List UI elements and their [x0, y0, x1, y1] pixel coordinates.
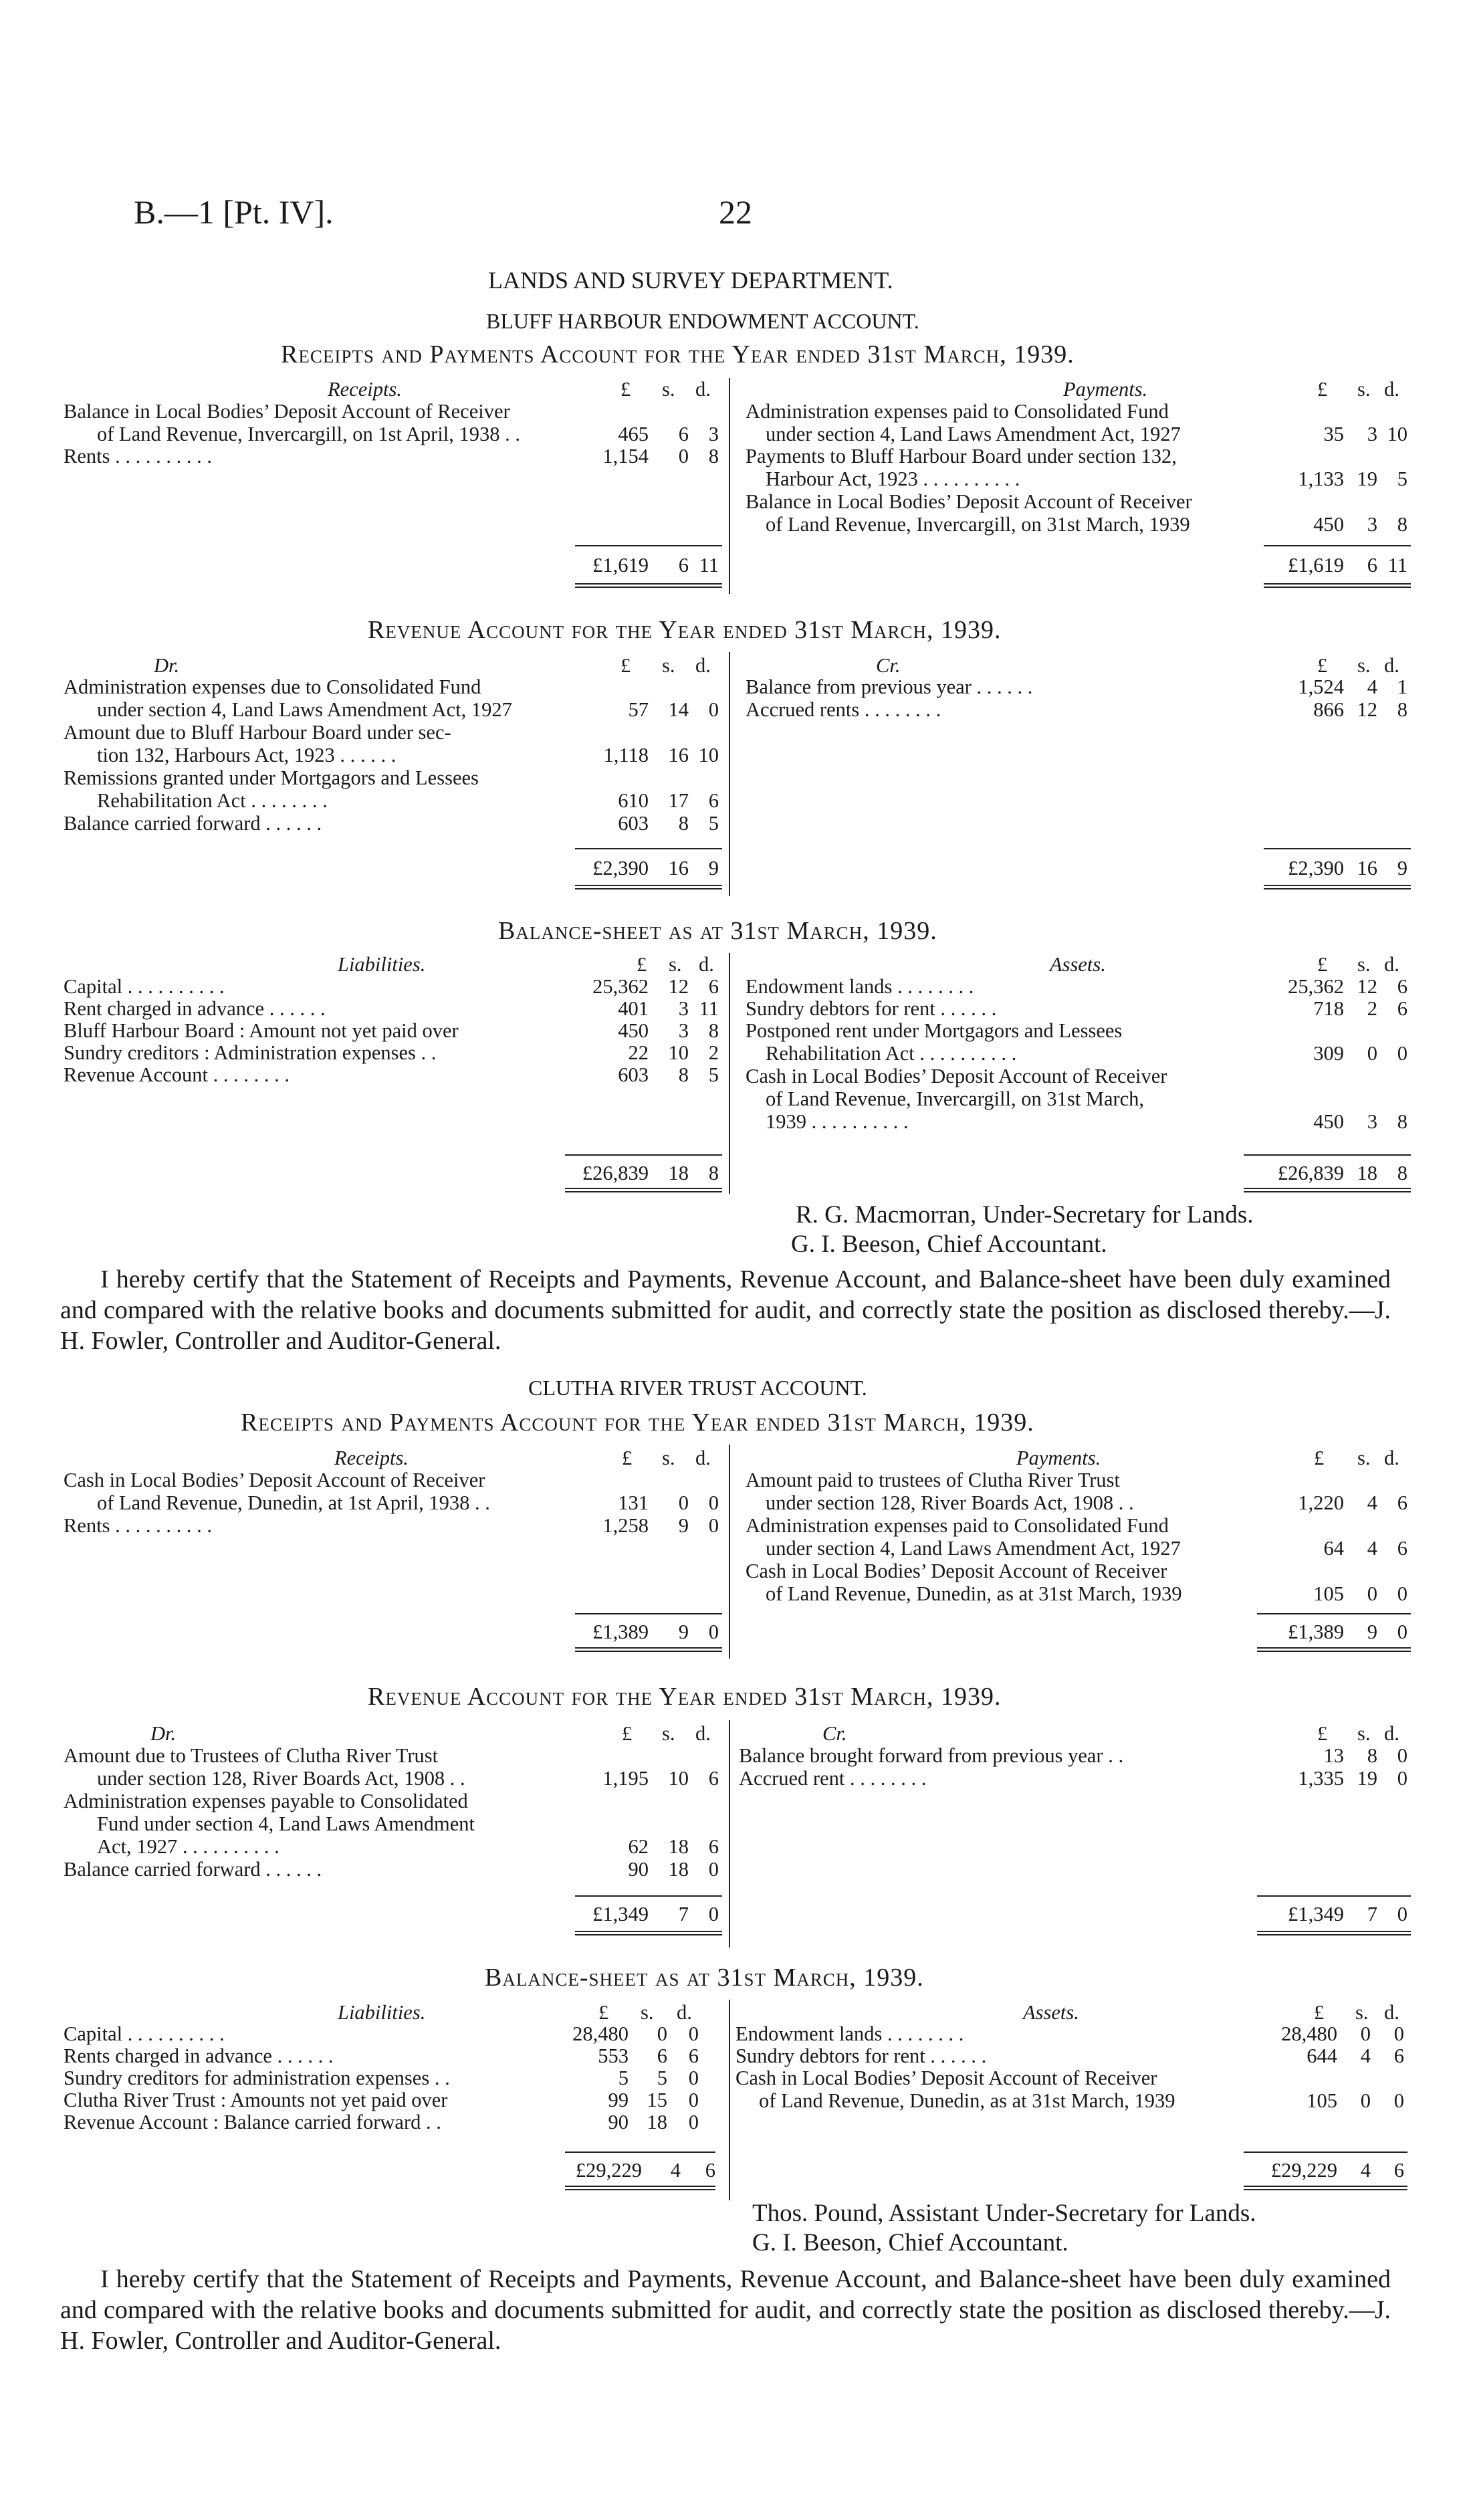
amount: 866 — [1313, 698, 1344, 721]
amount: 2 — [708, 1041, 719, 1064]
currency-pounds: £ — [1317, 654, 1328, 677]
total: £2,390 — [592, 857, 649, 879]
amount: 10 — [668, 1041, 689, 1064]
amount: 28,480 — [572, 2022, 629, 2045]
amount: 12 — [1357, 975, 1377, 998]
line-text: Administration expenses paid to Consolidated Fund — [746, 400, 1169, 423]
line-text: Remissions granted under Mortgagors and Lessees — [64, 766, 479, 789]
column-label: Payments. — [1063, 378, 1148, 401]
section-heading: Balance-sheet as at 31st March, 1939. — [485, 1964, 924, 1992]
currency-pounds: £ — [622, 1722, 633, 1745]
line-text: Balance from previous year . . . . . . — [746, 675, 1033, 698]
line-text: tion 132, Harbours Act, 1923 . . . . . . — [97, 744, 397, 766]
total: 11 — [699, 554, 719, 576]
total: 8 — [708, 1162, 719, 1184]
amount: 0 — [1397, 1767, 1407, 1790]
signature-chief-accountant: G. I. Beeson, Chief Accountant. — [791, 1231, 1107, 1258]
line-text: Balance carried forward . . . . . . — [64, 812, 322, 835]
department-title: LANDS AND SURVEY DEPARTMENT. — [488, 267, 893, 294]
amount: 3 — [678, 997, 689, 1020]
amount: 6 — [688, 2044, 699, 2067]
total: 0 — [708, 1620, 719, 1643]
signature-under-secretary: R. G. Macmorran, Under-Secretary for Lands. — [796, 1201, 1254, 1229]
amount: 4 — [1360, 2044, 1371, 2067]
amount: 105 — [1313, 1582, 1344, 1605]
amount: 6 — [708, 1767, 719, 1790]
column-label: Assets. — [1050, 953, 1106, 976]
section-heading: Revenue Account for the Year ended 31st March, 1939. — [368, 616, 1002, 644]
amount: 5 — [1397, 467, 1407, 490]
column-label: Liabilities. — [338, 2001, 426, 2024]
line-text: under section 4, Land Laws Amendment Act, 1927 — [97, 698, 512, 721]
section-heading: Receipts and Payments Account for the Year ended 31st March, 1939. — [281, 340, 1075, 369]
amount: 4 — [1367, 675, 1377, 698]
currency-pence: d. — [1384, 1447, 1399, 1469]
amount: 1,258 — [602, 1514, 649, 1537]
account-title: BLUFF HARBOUR ENDOWMENT ACCOUNT. — [486, 309, 919, 333]
amount: 1,524 — [1298, 675, 1344, 698]
total: 7 — [1367, 1903, 1377, 1925]
line-text: Revenue Account . . . . . . . . — [64, 1063, 290, 1086]
amount: 0 — [1397, 1042, 1407, 1065]
currency-pence: d. — [677, 2001, 692, 2024]
amount: 0 — [688, 2089, 699, 2111]
amount: 12 — [1357, 698, 1377, 721]
amount: 3 — [1367, 513, 1377, 536]
line-text: of Land Revenue, Dunedin, as at 31st March, 1939 — [766, 1582, 1182, 1605]
total: 0 — [1397, 1620, 1407, 1643]
currency-pounds: £ — [622, 1447, 633, 1469]
amount: 28,480 — [1281, 2022, 1337, 2045]
total: 18 — [668, 1162, 689, 1184]
amount: 465 — [618, 423, 649, 445]
total: £1,619 — [1288, 554, 1344, 576]
line-text: Cash in Local Bodies’ Deposit Account of Receiver — [746, 1065, 1167, 1087]
amount: 9 — [678, 1514, 689, 1537]
page-number: 22 — [719, 193, 752, 231]
line-text: Accrued rent . . . . . . . . — [739, 1767, 927, 1790]
line-text: Rents charged in advance . . . . . . — [64, 2044, 334, 2067]
amount: 1,133 — [1298, 467, 1344, 490]
line-text: Administration expenses paid to Consolidated Fund — [746, 1514, 1169, 1537]
amount: 16 — [668, 744, 689, 766]
amount: 6 — [708, 1835, 719, 1858]
total: 4 — [670, 2159, 681, 2182]
line-text: Endowment lands . . . . . . . . — [736, 2022, 964, 2045]
line-text: Amount paid to trustees of Clutha River Trust — [746, 1469, 1121, 1491]
line-text: under section 4, Land Laws Amendment Act, 1927 — [766, 1537, 1181, 1560]
section-heading: Revenue Account for the Year ended 31st March, 1939. — [368, 1683, 1002, 1711]
section-heading: Receipts and Payments Account for the Year ended 31st March, 1939. — [241, 1408, 1034, 1437]
amount: 3 — [1367, 1110, 1377, 1133]
currency-pence: d. — [695, 654, 711, 677]
amount: 6 — [708, 975, 719, 998]
amount: 1,220 — [1298, 1491, 1344, 1514]
total: 18 — [1357, 1162, 1377, 1184]
amount: 12 — [668, 975, 689, 998]
total: 11 — [1387, 554, 1407, 576]
line-text: Balance in Local Bodies’ Deposit Account of Receiver — [64, 400, 510, 423]
line-text: Payments to Bluff Harbour Board under section 132, — [746, 445, 1177, 467]
amount: 14 — [668, 698, 689, 721]
amount: 0 — [708, 1858, 719, 1881]
amount: 3 — [708, 423, 719, 445]
line-text: Rehabilitation Act . . . . . . . . — [97, 789, 328, 812]
currency-pounds: £ — [1317, 953, 1328, 976]
amount: 6 — [1393, 2044, 1404, 2067]
amount: 10 — [1387, 423, 1407, 445]
amount: 0 — [657, 2022, 667, 2045]
currency-pounds: £ — [598, 2001, 609, 2024]
line-text: Bluff Harbour Board : Amount not yet paid over — [64, 1019, 459, 1042]
column-label: Liabilities. — [338, 953, 426, 976]
amount: 0 — [1367, 1582, 1377, 1605]
line-text: of Land Revenue, Dunedin, as at 31st March, 1939 — [759, 2089, 1175, 2112]
document-code: B.—1 [Pt. IV]. — [134, 193, 334, 231]
amount: 0 — [708, 1491, 719, 1514]
amount: 90 — [608, 2111, 629, 2133]
credit-label: Cr. — [876, 654, 901, 677]
amount: 19 — [1357, 1767, 1377, 1790]
line-text: under section 128, River Boards Act, 1908 . . — [766, 1491, 1134, 1514]
amount: 0 — [1393, 2022, 1404, 2045]
amount: 4 — [1367, 1537, 1377, 1560]
total: 9 — [708, 857, 719, 879]
amount: 17 — [668, 789, 689, 812]
currency-shillings: s. — [1357, 953, 1371, 976]
line-text: Act, 1927 . . . . . . . . . . — [97, 1835, 279, 1858]
line-text: Sundry debtors for rent . . . . . . — [746, 997, 997, 1020]
total: 6 — [1393, 2159, 1404, 2182]
line-text: Amount due to Trustees of Clutha River Trust — [64, 1744, 439, 1767]
total: 7 — [678, 1903, 689, 1925]
amount: 19 — [1357, 467, 1377, 490]
total: 6 — [705, 2159, 715, 2182]
currency-shillings: s. — [662, 1722, 675, 1745]
line-text: Amount due to Bluff Harbour Board under sec- — [64, 721, 451, 744]
amount: 8 — [678, 1063, 689, 1086]
amount: 25,362 — [592, 975, 649, 998]
line-text: Accrued rents . . . . . . . . — [746, 698, 941, 721]
total: £1,349 — [592, 1903, 649, 1925]
account-title: CLUTHA RIVER TRUST ACCOUNT. — [528, 1376, 867, 1400]
amount: 8 — [1397, 698, 1407, 721]
currency-shillings: s. — [1357, 378, 1371, 401]
line-text: Revenue Account : Balance carried forward . . — [64, 2111, 441, 2133]
amount: 644 — [1307, 2044, 1337, 2067]
currency-pence: d. — [695, 1722, 711, 1745]
amount: 603 — [618, 812, 649, 835]
amount: 15 — [647, 2089, 667, 2111]
amount: 6 — [1397, 997, 1407, 1020]
amount: 18 — [647, 2111, 667, 2133]
line-text: Cash in Local Bodies’ Deposit Account of Receiver — [64, 1469, 485, 1491]
currency-shillings: s. — [1357, 1447, 1371, 1469]
line-text: Harbour Act, 1923 . . . . . . . . . . — [766, 467, 1020, 490]
line-text: Capital . . . . . . . . . . — [64, 975, 225, 998]
amount: 0 — [1367, 1042, 1377, 1065]
total: £1,619 — [592, 554, 649, 576]
currency-pounds: £ — [1314, 2001, 1325, 2024]
amount: 4 — [1367, 1491, 1377, 1514]
currency-pounds: £ — [620, 378, 631, 401]
amount: 610 — [618, 789, 649, 812]
amount: 0 — [1393, 2089, 1404, 2112]
currency-shillings: s. — [669, 953, 682, 976]
line-text: Balance brought forward from previous year . . — [739, 1744, 1124, 1767]
amount: 1,118 — [603, 744, 649, 766]
amount: 6 — [1397, 1491, 1407, 1514]
total: 9 — [678, 1620, 689, 1643]
amount: 0 — [678, 1491, 689, 1514]
amount: 0 — [708, 698, 719, 721]
currency-shillings: s. — [662, 654, 675, 677]
line-text: under section 4, Land Laws Amendment Act, 1927 — [766, 423, 1181, 445]
currency-pounds: £ — [1317, 378, 1328, 401]
currency-pence: d. — [1384, 953, 1399, 976]
amount: 25,362 — [1288, 975, 1344, 998]
total: 0 — [708, 1903, 719, 1925]
currency-shillings: s. — [641, 2001, 654, 2024]
amount: 603 — [618, 1063, 649, 1086]
amount: 10 — [668, 1767, 689, 1790]
amount: 0 — [688, 2022, 699, 2045]
currency-pence: d. — [1384, 1722, 1399, 1745]
line-text: Cash in Local Bodies’ Deposit Account of Receiver — [736, 2067, 1157, 2089]
total: 8 — [1397, 1162, 1407, 1184]
currency-shillings: s. — [662, 1447, 675, 1469]
total: £2,390 — [1288, 857, 1344, 879]
line-text: of Land Revenue, Invercargill, on 1st April, 1938 . . — [97, 423, 521, 445]
debit-label: Dr. — [150, 1722, 177, 1745]
currency-pounds: £ — [1314, 1447, 1325, 1469]
line-text: Balance in Local Bodies’ Deposit Account of Receiver — [746, 490, 1192, 513]
currency-shillings: s. — [662, 378, 675, 401]
amount: 6 — [1397, 1537, 1407, 1560]
total: £26,839 — [1277, 1162, 1344, 1184]
amount: 0 — [1360, 2022, 1371, 2045]
amount: 6 — [1397, 975, 1407, 998]
total: 6 — [678, 554, 689, 576]
line-text: Balance carried forward . . . . . . — [64, 1858, 322, 1881]
currency-shillings: s. — [1357, 654, 1371, 677]
amount: 6 — [708, 789, 719, 812]
column-label: Payments. — [1016, 1447, 1101, 1469]
amount: 450 — [1313, 1110, 1344, 1133]
amount: 553 — [598, 2044, 629, 2067]
credit-label: Cr. — [822, 1722, 847, 1745]
line-text: Fund under section 4, Land Laws Amendment — [97, 1812, 475, 1835]
amount: 450 — [1313, 513, 1344, 536]
line-text: Endowment lands . . . . . . . . — [746, 975, 974, 998]
total: 0 — [1397, 1903, 1407, 1925]
currency-pence: d. — [1384, 2001, 1399, 2024]
currency-pence: d. — [695, 1447, 711, 1469]
column-label: Receipts. — [334, 1447, 409, 1469]
amount: 1,154 — [602, 445, 649, 467]
amount: 5 — [657, 2067, 667, 2089]
line-text: Sundry creditors for administration expenses . . — [64, 2067, 450, 2089]
amount: 0 — [1397, 1744, 1407, 1767]
amount: 0 — [688, 2067, 699, 2089]
amount: 6 — [678, 423, 689, 445]
total: £29,229 — [1270, 2159, 1337, 2182]
audit-certificate: I hereby certify that the Statement of Receipts and Payments, Revenue Account, and Balance-sheet have been duly examined and compared with the relative books and documents submitted for audit, and correctly state the position as disclosed thereby.—J. H. Fowler, Controller and Auditor-General. — [60, 2265, 1391, 2355]
signature-assistant-under-secretary: Thos. Pound, Assistant Under-Secretary for Lands. — [752, 2200, 1256, 2227]
amount: 131 — [618, 1491, 649, 1514]
amount: 718 — [1313, 997, 1344, 1020]
line-text: 1939 . . . . . . . . . . — [766, 1110, 909, 1133]
total: 16 — [1357, 857, 1377, 879]
column-label: Receipts. — [328, 378, 402, 401]
line-text: Administration expenses due to Consolidated Fund — [64, 675, 481, 698]
amount: 401 — [618, 997, 649, 1020]
total: 4 — [1360, 2159, 1371, 2182]
amount: 8 — [1397, 1110, 1407, 1133]
amount: 18 — [668, 1858, 689, 1881]
amount: 0 — [688, 2111, 699, 2133]
amount: 35 — [1323, 423, 1344, 445]
currency-pence: d. — [1384, 378, 1399, 401]
total: 9 — [1397, 857, 1407, 879]
line-text: Cash in Local Bodies’ Deposit Account of Receiver — [746, 1560, 1167, 1582]
amount: 1 — [1397, 675, 1407, 698]
total: £26,839 — [582, 1162, 649, 1184]
total: £29,229 — [575, 2159, 642, 2182]
amount: 8 — [708, 1019, 719, 1042]
amount: 13 — [1323, 1744, 1344, 1767]
amount: 5 — [618, 2067, 629, 2089]
total: £1,389 — [592, 1620, 649, 1643]
line-text: Rents . . . . . . . . . . — [64, 1514, 212, 1537]
amount: 0 — [708, 1514, 719, 1537]
amount: 450 — [618, 1019, 649, 1042]
currency-shillings: s. — [1355, 2001, 1369, 2024]
line-text: Sundry creditors : Administration expenses . . — [64, 1041, 437, 1064]
total: 16 — [668, 857, 689, 879]
currency-pence: d. — [699, 953, 714, 976]
amount: 64 — [1323, 1537, 1344, 1560]
line-text: Administration expenses payable to Consolidated — [64, 1790, 468, 1812]
currency-pounds: £ — [637, 953, 647, 976]
amount: 6 — [657, 2044, 667, 2067]
column-label: Assets. — [1023, 2001, 1079, 2024]
line-text: under section 128, River Boards Act, 1908 . . — [97, 1767, 465, 1790]
amount: 8 — [678, 812, 689, 835]
line-text: Capital . . . . . . . . . . — [64, 2022, 225, 2045]
amount: 0 — [1360, 2089, 1371, 2112]
amount: 8 — [1367, 1744, 1377, 1767]
amount: 3 — [1367, 423, 1377, 445]
line-text: of Land Revenue, Invercargill, on 31st March, — [766, 1087, 1145, 1110]
amount: 0 — [1397, 1582, 1407, 1605]
signature-chief-accountant: G. I. Beeson, Chief Accountant. — [752, 2229, 1068, 2256]
amount: 99 — [608, 2089, 629, 2111]
total: 6 — [1367, 554, 1377, 576]
total: 9 — [1367, 1620, 1377, 1643]
amount: 1,335 — [1298, 1767, 1344, 1790]
line-text: Clutha River Trust : Amounts not yet paid over — [64, 2089, 448, 2111]
amount: 11 — [699, 997, 719, 1020]
currency-pence: d. — [1384, 654, 1399, 677]
currency-pence: d. — [695, 378, 711, 401]
amount: 309 — [1313, 1042, 1344, 1065]
amount: 105 — [1307, 2089, 1337, 2112]
amount: 5 — [708, 812, 719, 835]
line-text: of Land Revenue, Dunedin, at 1st April, 1938 . . — [97, 1491, 490, 1514]
amount: 5 — [708, 1063, 719, 1086]
currency-pounds: £ — [1317, 1722, 1328, 1745]
amount: 3 — [678, 1019, 689, 1042]
line-text: Postponed rent under Mortgagors and Lessees — [746, 1019, 1123, 1042]
line-text: Rents . . . . . . . . . . — [64, 445, 212, 467]
amount: 62 — [628, 1835, 649, 1858]
amount: 8 — [708, 445, 719, 467]
amount: 57 — [628, 698, 649, 721]
audit-certificate: I hereby certify that the Statement of Receipts and Payments, Revenue Account, and Balance-sheet have been duly examined and compared with the relative books and documents submitted for audit, and correctly state the position as disclosed thereby.—J. H. Fowler, Controller and Auditor-General. — [60, 1265, 1391, 1355]
amount: 22 — [628, 1041, 649, 1064]
debit-label: Dr. — [154, 654, 180, 677]
amount: 90 — [628, 1858, 649, 1881]
amount: 2 — [1367, 997, 1377, 1020]
amount: 1,195 — [602, 1767, 649, 1790]
amount: 8 — [1397, 513, 1407, 536]
amount: 18 — [668, 1835, 689, 1858]
total: £1,349 — [1288, 1903, 1344, 1925]
amount: 0 — [678, 445, 689, 467]
section-heading: Balance-sheet as at 31st March, 1939. — [498, 917, 937, 945]
currency-shillings: s. — [1357, 1722, 1371, 1745]
line-text: of Land Revenue, Invercargill, on 31st March, 1939 — [766, 513, 1190, 536]
amount: 10 — [698, 744, 719, 766]
line-text: Rehabilitation Act . . . . . . . . . . — [766, 1042, 1017, 1065]
total: £1,389 — [1288, 1620, 1344, 1643]
line-text: Sundry debtors for rent . . . . . . — [736, 2044, 987, 2067]
currency-pounds: £ — [620, 654, 631, 677]
line-text: Rent charged in advance . . . . . . — [64, 997, 326, 1020]
